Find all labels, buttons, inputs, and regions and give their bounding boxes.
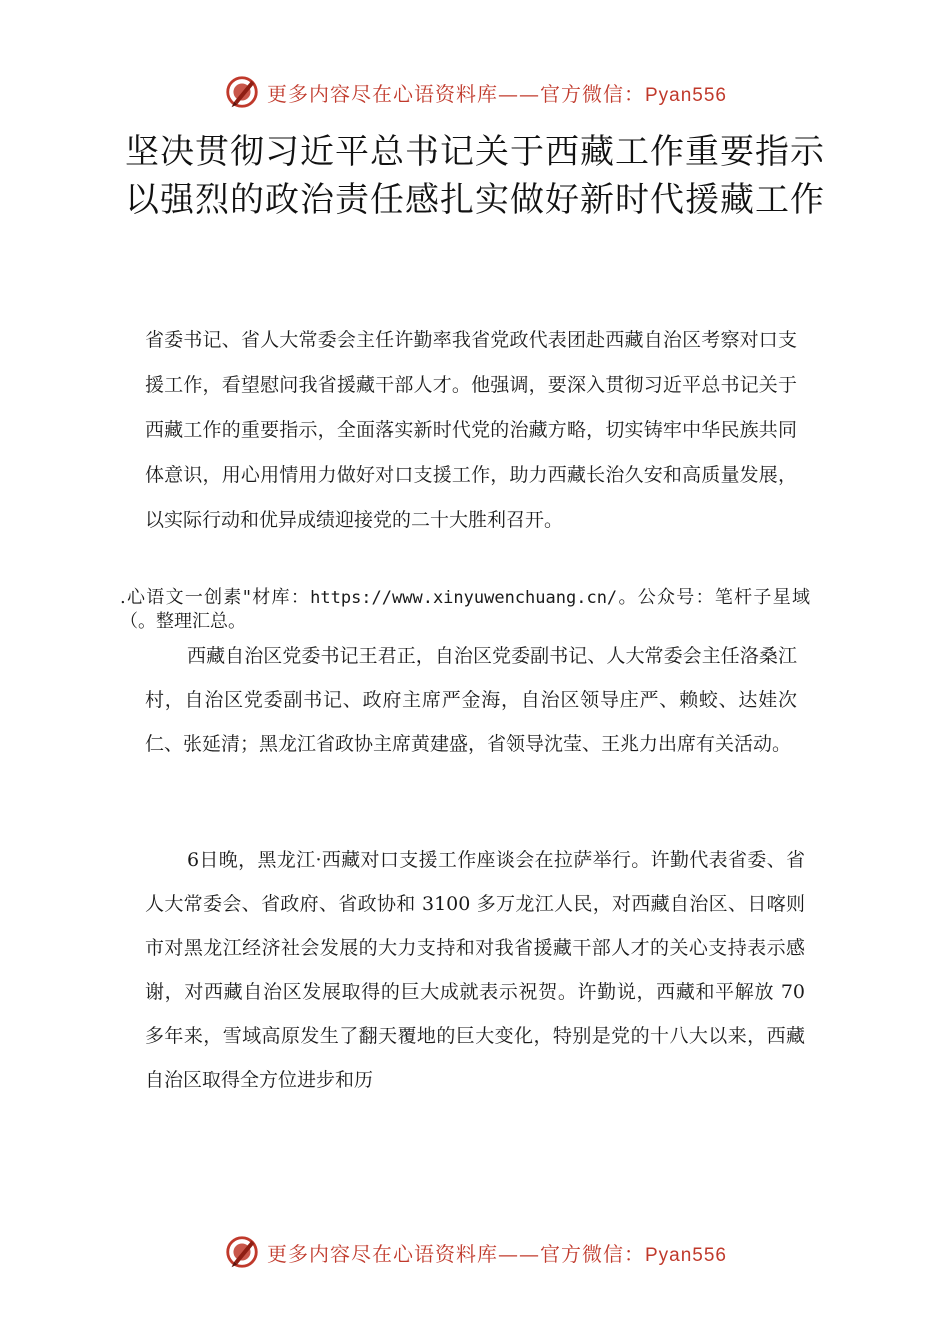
source-url-link[interactable]: https://www.xinyuwenchuang.cn/ bbox=[310, 588, 618, 608]
source-line bbox=[120, 586, 810, 634]
pen-seal-logo-icon bbox=[223, 1233, 261, 1271]
footer-banner bbox=[0, 1232, 950, 1272]
source-suffix: 。公众号：笔杆子星域（。整理汇总。 bbox=[120, 587, 810, 632]
paragraph-attendees: 西藏自治区党委书记王君正，自治区党委副书记、人大常委会主任洛桑江村，自治区党委副书记、政府主席严金海，自治区领导庄严、赖蛟、达娃次仁、张延清；黑龙江省政协主席黄建盛，省领导沈莹、王兆力出席有关活动。 bbox=[145, 645, 797, 755]
paragraph-1: 省委书记、省人大常委会主任许勤率我省党政代表团赴西藏自治区考察对口支援工作，看望慰问我省援藏干部人才。他强调，要深入贯彻习近平总书记关于西藏工作的重要指示，全面落实新时代党的治藏方略，切实铸牢中华民族共同体意识，用心用情用力做好对口支援工作，助力西藏长治久安和高质量发展，以实际行动和优异成绩迎接党的二十大胜利召开。 bbox=[145, 329, 797, 531]
paragraph-meeting: 6日晚，黑龙江·西藏对口支援工作座谈会在拉萨举行。许勤代表省委、省人大常委会、省政府、省政协和 3100 多万龙江人民，对西藏自治区、日喀则市对黑龙江经济社会发展的大力支持和对我省援藏干部人才的关心支持表示感谢，对西藏自治区发展取得的巨大成就表示祝贺。许勤说，西藏和平解放 70 多年来，雪域高原发生了翻天覆地的巨大变化，特别是党的十八大以来，西藏自治区取得全方位进步和历 bbox=[145, 849, 805, 1091]
pen-seal-logo-icon bbox=[223, 73, 261, 111]
header-banner-text: 更多内容尽在心语资料库——官方微信：Pyan556 bbox=[266, 81, 727, 106]
header-banner bbox=[0, 72, 950, 112]
footer-banner-text: 更多内容尽在心语资料库——官方微信：Pyan556 bbox=[266, 1241, 727, 1266]
source-prefix: .心语文一创素"材库： bbox=[120, 587, 311, 608]
document-title: 坚决贯彻习近平总书记关于西藏工作重要指示 以强烈的政治责任感扎实做好新时代援藏工作 bbox=[125, 132, 825, 220]
